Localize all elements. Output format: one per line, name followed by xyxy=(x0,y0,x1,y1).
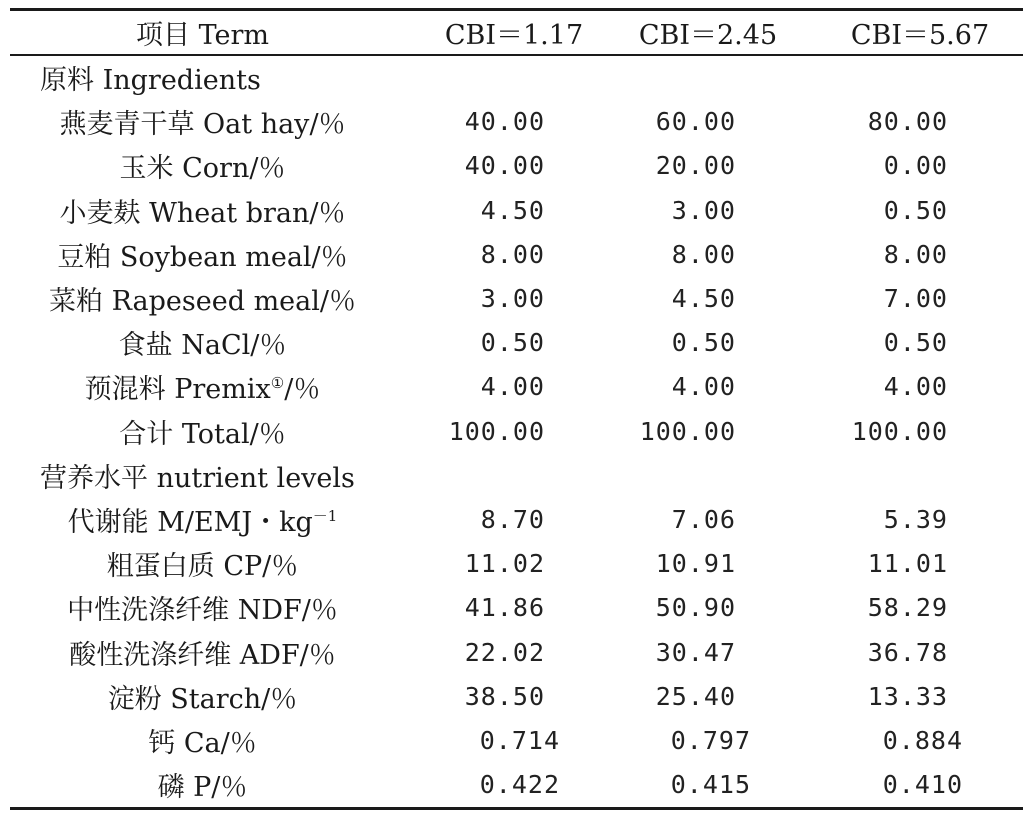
value-cbi-2: 3.00 xyxy=(671,195,736,225)
value-cbi-2: 4.50 xyxy=(671,284,736,314)
row-label: 玉米 Corn/％ xyxy=(119,153,286,185)
value-cbi-3: 11.01 xyxy=(867,549,948,579)
row-label: 食盐 NaCl/％ xyxy=(118,330,287,362)
value-cbi-1: 8.70 xyxy=(480,504,545,534)
value-cbi-2: 10.91 xyxy=(655,549,736,579)
diet-composition-table xyxy=(10,8,1023,810)
value-cbi-3: 0.884 xyxy=(882,725,963,755)
row-label: 燕麦青干草 Oat hay/％ xyxy=(59,109,346,141)
value-cbi-2: 7.06 xyxy=(671,504,736,534)
value-cbi-1: 4.00 xyxy=(480,372,545,402)
table-row xyxy=(10,188,1023,232)
row-label-text: 预混料 Premix xyxy=(84,374,271,406)
row-label xyxy=(10,365,395,409)
header-term: 项目 Term xyxy=(136,20,269,51)
section-heading-nutrients xyxy=(10,453,1023,497)
value-cbi-3: 0.50 xyxy=(883,328,948,358)
row-label: 钙 Ca/％ xyxy=(148,727,257,759)
value-cbi-1: 4.50 xyxy=(480,195,545,225)
exponent: －1 xyxy=(312,506,338,525)
table-row-total xyxy=(10,409,1023,453)
row-label: 中性洗涤纤维 NDF/％ xyxy=(67,595,338,627)
row-label: 菜粕 Rapeseed meal/％ xyxy=(49,286,356,318)
row-label: 酸性洗涤纤维 ADF/％ xyxy=(69,639,336,671)
value-cbi-2: 25.40 xyxy=(655,681,736,711)
section-heading-ingredients xyxy=(10,56,1023,100)
table-row-premix xyxy=(10,365,1023,409)
value-cbi-2: 100.00 xyxy=(639,416,736,446)
value-cbi-1: 100.00 xyxy=(448,416,545,446)
value-cbi-3: 13.33 xyxy=(867,681,948,711)
header-cbi-1: CBI＝1.17 xyxy=(444,20,584,51)
value-cbi-1: 8.00 xyxy=(480,239,545,269)
footnote-marker: ① xyxy=(270,373,285,392)
value-cbi-2: 0.415 xyxy=(670,770,751,800)
row-label: 豆粕 Soybean meal/％ xyxy=(57,241,348,273)
value-cbi-1: 22.02 xyxy=(464,637,545,667)
value-cbi-1: 11.02 xyxy=(464,549,545,579)
table-row xyxy=(10,321,1023,365)
value-cbi-2: 0.797 xyxy=(670,725,751,755)
value-cbi-3: 4.00 xyxy=(883,372,948,402)
value-cbi-3: 0.50 xyxy=(883,195,948,225)
value-cbi-1: 40.00 xyxy=(464,107,545,137)
value-cbi-3: 0.00 xyxy=(883,151,948,181)
value-cbi-2: 8.00 xyxy=(671,239,736,269)
section-label: 营养水平 nutrient levels xyxy=(40,462,355,494)
value-cbi-3: 80.00 xyxy=(867,107,948,137)
value-cbi-2: 4.00 xyxy=(671,372,736,402)
table-row xyxy=(10,630,1023,674)
table-row xyxy=(10,542,1023,586)
value-cbi-2: 0.50 xyxy=(671,328,736,358)
value-cbi-3: 0.410 xyxy=(882,770,963,800)
row-label xyxy=(10,497,395,541)
value-cbi-1: 3.00 xyxy=(480,284,545,314)
value-cbi-2: 30.47 xyxy=(655,637,736,667)
value-cbi-1: 40.00 xyxy=(464,151,545,181)
value-cbi-1: 0.422 xyxy=(479,770,560,800)
value-cbi-3: 8.00 xyxy=(883,239,948,269)
header-cbi-3: CBI＝5.67 xyxy=(850,20,990,51)
value-cbi-2: 60.00 xyxy=(655,107,736,137)
row-label: 小麦麸 Wheat bran/％ xyxy=(59,197,346,229)
value-cbi-2: 50.90 xyxy=(655,593,736,623)
value-cbi-2: 20.00 xyxy=(655,151,736,181)
table-row-energy xyxy=(10,497,1023,541)
header-cbi-2: CBI＝2.45 xyxy=(638,20,778,51)
value-cbi-1: 0.50 xyxy=(480,328,545,358)
table-bottom-rule xyxy=(10,807,1023,810)
section-label: 原料 Ingredients xyxy=(40,65,261,97)
value-cbi-3: 100.00 xyxy=(851,416,948,446)
value-cbi-1: 41.86 xyxy=(464,593,545,623)
row-label: 磷 P/％ xyxy=(157,772,248,804)
table-row xyxy=(10,232,1023,276)
value-cbi-3: 58.29 xyxy=(867,593,948,623)
row-label-unit: /％ xyxy=(284,374,321,406)
table-row xyxy=(10,144,1023,188)
value-cbi-1: 38.50 xyxy=(464,681,545,711)
table-row xyxy=(10,718,1023,762)
row-label-text: 代谢能 M/EMJ・kg xyxy=(67,506,313,538)
table-row xyxy=(10,674,1023,718)
row-label: 粗蛋白质 CP/％ xyxy=(106,551,299,583)
value-cbi-3: 7.00 xyxy=(883,284,948,314)
value-cbi-3: 5.39 xyxy=(883,504,948,534)
table-row xyxy=(10,586,1023,630)
table-header-row xyxy=(10,11,1023,54)
row-label: 淀粉 Starch/％ xyxy=(107,683,298,715)
table-row xyxy=(10,276,1023,320)
value-cbi-3: 36.78 xyxy=(867,637,948,667)
row-label: 合计 Total/％ xyxy=(119,418,286,450)
table-row xyxy=(10,100,1023,144)
value-cbi-1: 0.714 xyxy=(479,725,560,755)
table-row xyxy=(10,763,1023,807)
